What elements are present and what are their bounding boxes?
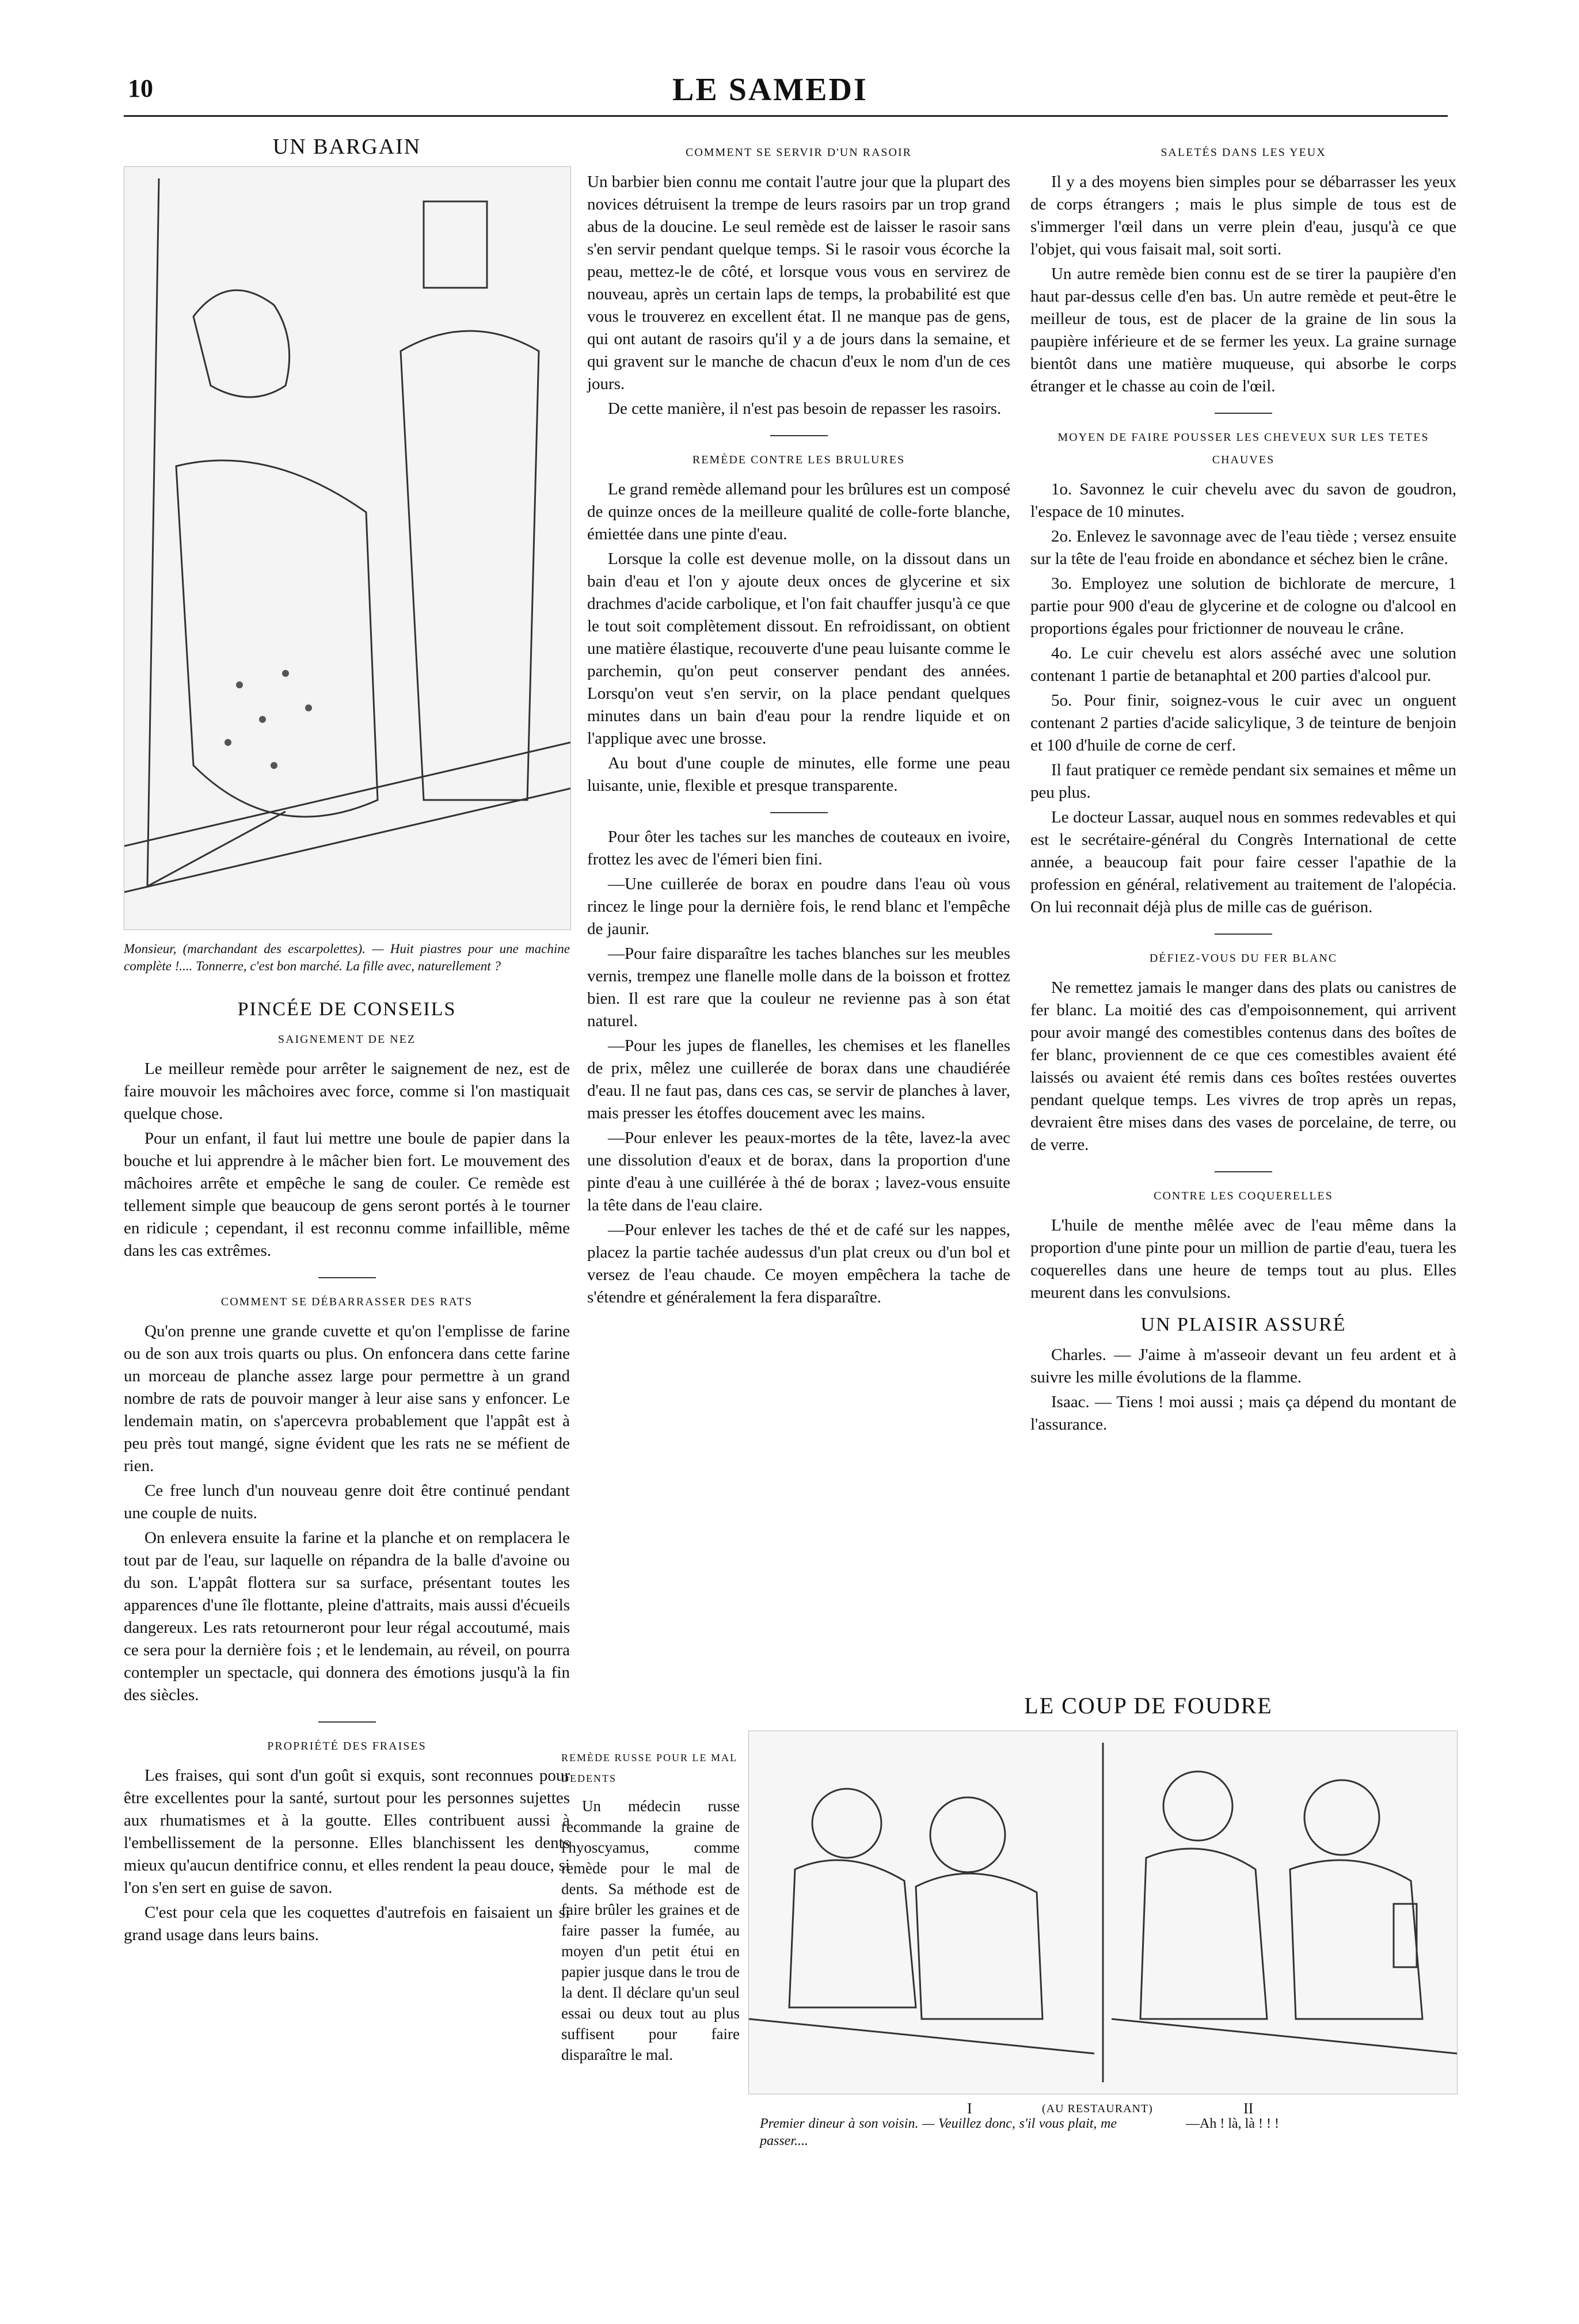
tips-paragraph-4: —Pour les jupes de flanelles, les chemises et les flanelles de prix, mêlez une cuillerée de borax dans une chaudiérée d'eau. Il ne faut pas, dans ces cas, se servir de planches à laver, mais presser les étoffes doucement avec les mains.	[587, 1037, 1010, 1122]
toothache-block	[561, 1744, 740, 2067]
column-3	[1030, 138, 1456, 1438]
column-1	[124, 131, 570, 1949]
bargain-title: UN BARGAIN	[272, 135, 421, 159]
strawberries-heading: PROPRIÉTÉ DES FRAISES	[267, 1740, 427, 1752]
cartoon-caption-2: —Ah ! là, là ! ! !	[1186, 2116, 1279, 2131]
hair-paragraph-7: Le docteur Lassar, auquel nous en sommes redevables et qui est le secrétaire-général du Congrès International de cette année, a beaucoup fait pour faire cesser l'apathie de la profession en général, relativement au traitement de l'alopécia. On lui reconnait déjà plus de mille cas de guérison.	[1030, 808, 1456, 916]
burns-paragraph-2: Lorsque la colle est devenue molle, on la dissout dans un bain d'eau et l'on y ajoute deux onces de glycerine et six drachmes d'acide carbolique, et l'on fait chauffer jusqu'à ce que le tout soit complètement dissout. En refroidissant, on obtient une matière élastique, recouverte d'une peau luisante comme le parchemin, qu'on peut conserver pendant des années. Lorsqu'on veut s'en servir, on la place pendant quelques minutes dans un bain d'eau pour la rendre liquide et on l'applique avec une brosse.	[587, 550, 1010, 748]
divider	[770, 435, 828, 436]
hair-step-1: 1o. Savonnez le cuir chevelu avec du savon de goudron, l'espace de 10 minutes.	[1030, 480, 1456, 521]
page-number: 10	[128, 74, 153, 102]
razor-paragraph-1: Un barbier bien connu me contait l'autre jour que la plupart des novices détruisent la trempe de leurs rasoirs par un trop grand abus de la doucine. Le seul remède est de laisser le rasoir sans s'en servir pendant quelque temps. Si le rasoir vous écorche la peau, mettez-le de côté, et lorsque vous vous en servirez de nouveau, après un certain laps de temps, la probabilité est que vous le trouverez en excellent état. Il ne manque pas de gens, qui ont autant de rasoirs qu'il y a de jours dans la semaine, et qui gravent sur le manche de chacun d'eux le nom d'un de ces jours.	[587, 173, 1010, 393]
strawberries-paragraph-1: Les fraises, qui sont d'un goût si exquis, sont reconnues pour être excellentes pour la santé, surtout pour les personnes sujettes aux rhumatismes et à la goutte. Elles contribuent aussi à l'embellissement de la personne. Elles blanchissent les dents mieux qu'aucun dentifrice connu, et elles rendent la peau douce, si l'on s'en sert en guise de savon.	[124, 1766, 570, 1897]
toothache-paragraph: Un médecin russe recommande la graine de l'hyoscyamus, comme remède pour le mal de dents. Sa méthode est de faire brûler les graines et de faire passer la fumée, au moyen d'un petit étui en papier jusque dans le trou de la dent. Il déclare qu'un seul essai ou deux tout au plus suffisent pour faire disparaître le mal.	[561, 1797, 740, 2063]
divider	[1215, 1171, 1272, 1172]
cartoon-illustration	[748, 1731, 1458, 2094]
advice-section-title: PINCÉE DE CONSEILS	[237, 999, 456, 1020]
burns-heading: REMÈDE CONTRE LES BRULURES	[692, 454, 905, 466]
cockroach-paragraph: L'huile de menthe mêlée avec de l'eau même dans la proportion d'une pinte pour un million de partie d'eau, tuera les coquerelles dans une heure de temps tout au plus. Elles meurent dans les convulsions.	[1030, 1216, 1456, 1302]
hair-step-4: 4o. Le cuir chevelu est alors asséché avec une solution contenant 1 partie de betanaphtal et 200 parties d'alcool pur.	[1030, 644, 1456, 685]
column-2	[587, 138, 1010, 1311]
toothache-heading: REMÈDE RUSSE POUR LE MAL DEDENTS	[561, 1752, 737, 1784]
burns-paragraph-3: Au bout d'une couple de minutes, elle forme une peau luisante, unie, flexible et presque transparente.	[587, 754, 1010, 795]
divider	[318, 1721, 376, 1723]
divider	[770, 812, 828, 813]
hair-step-5: 5o. Pour finir, soignez-vous le cuir avec un onguent contenant 2 parties d'acide salicylique, 3 de teinture de benjoin et 100 d'huile de corne de cerf.	[1030, 691, 1456, 755]
cartoon-title: LE COUP DE FOUDRE	[1024, 1693, 1273, 1719]
razor-paragraph-2: De cette manière, il n'est pas besoin de repasser les rasoirs.	[608, 399, 1002, 418]
hair-heading: MOYEN DE FAIRE POUSSER LES CHEVEUX SUR LES TETES CHAUVES	[1057, 431, 1429, 466]
rats-heading: COMMENT SE DÉBARRASSER DES RATS	[220, 1296, 473, 1308]
burns-paragraph-1: Le grand remède allemand pour les brûlures est un composé de quinze onces de la meilleure qualité de colle-forte blanche, émiettée dans une pinte d'eau.	[587, 480, 1010, 543]
pleasure-line-2: Isaac. — Tiens ! moi aussi ; mais ça dépend du montant de l'assurance.	[1030, 1393, 1456, 1434]
panel-1-number: I	[967, 2100, 972, 2117]
divider	[318, 1277, 376, 1278]
rats-paragraph-3: On enlevera ensuite la farine et la planche et on remplacera le tout par de l'eau, sur laquelle on répandra de la balle d'avoine ou du son. L'appât flottera sur sa surface, présentant toutes les apparences d'une île flottante, pleine d'attraits, mais aussi d'écueils dangereux. Les rats retourneront pour leur régal accoutumé, mais ce sera pour la dernière fois ; et le lendemain, au réveil, on pourra contempler un spectacle, qui donnera des émotions jusqu'à la fin des siècles.	[124, 1529, 570, 1704]
strawberries-paragraph-2: C'est pour cela que les coquettes d'autrefois en faisaient un si grand usage dans leurs bains.	[124, 1903, 570, 1944]
hair-step-3: 3o. Employez une solution de bichlorate de mercure, 1 partie pour 900 d'eau de glycerine et de cologne ou d'alcool en proportions égales pour frictionner de nouveau le crâne.	[1030, 574, 1456, 638]
divider	[1215, 934, 1272, 935]
tips-paragraph-3: —Pour faire disparaître les taches blanches sur les meubles vernis, trempez une flanelle molle dans de la boisson et frottez bien. Il est rare que la couleur ne revienne pas à son état naturel.	[587, 944, 1010, 1030]
cartoon-block	[748, 1692, 1456, 2268]
cockroach-heading: CONTRE LES COQUERELLES	[1154, 1190, 1333, 1202]
nosebleed-paragraph-1: Le meilleur remède pour arrêter le saignement de nez, est de faire mouvoir les mâchoires avec force, comme si l'on mastiquait quelque chose.	[124, 1060, 570, 1123]
pleasure-title: UN PLAISIR ASSURÉ	[1140, 1314, 1346, 1335]
panel-2-number: II	[1243, 2100, 1254, 2117]
tips-paragraph-2: —Une cuillerée de borax en poudre dans l'eau où vous rincez le linge pour la dernière fois, le rend blanc et l'empêche de jaunir.	[587, 875, 1010, 938]
divider	[1215, 413, 1272, 414]
restaurant-label: (AU RESTAURANT)	[1042, 2102, 1153, 2115]
eyes-heading: SALETÉS DANS LES YEUX	[1161, 146, 1326, 159]
pleasure-line-1: Charles. — J'aime à m'asseoir devant un feu ardent et à suivre les mille évolutions de la flamme.	[1030, 1346, 1456, 1386]
restaurant-scene-image	[749, 1731, 1457, 2094]
tips-paragraph-1: Pour ôter les taches sur les manches de couteaux en ivoire, frottez les avec de l'émeri bien fini.	[587, 828, 1010, 868]
journal-title: LE SAMEDI	[672, 72, 868, 108]
nosebleed-heading: SAIGNEMENT DE NEZ	[277, 1033, 416, 1046]
eyes-paragraph-2: Un autre remède bien connu est de se tirer la paupière d'en haut par-dessus celle d'en bas. Un autre remède et peut-être le meilleur de tous, est de placer de la graine de lin sous la paupière inférieure et de se fermer les yeux. La graine surnage bientôt dans une matière muqueuse, qui absorbe le corps étranger et le chasse au coin de l'œil.	[1030, 265, 1456, 395]
tin-heading: DÉFIEZ-VOUS DU FER BLANC	[1149, 952, 1338, 965]
rats-paragraph-1: Qu'on prenne une grande cuvette et qu'on l'emplisse de farine ou de son aux trois quarts ou plus. On enfoncera dans cette farine un morceau de planche assez large pour permettre à un grand nombre de rats de pouvoir manger à leur aise sans y enfoncer. Le lendemain matin, on s'apercevra probablement que l'appât est à peu près tout mangé, signe évident que les rats ne se méfient de rien.	[124, 1322, 570, 1475]
tips-paragraph-5: —Pour enlever les peaux-mortes de la tête, lavez-la avec une dissolution d'eaux et de borax, dans la proportion d'une pinte d'eau à une cuillérée à thé de borax ; lavez-vous ensuite la tête dans de l'eau claire.	[587, 1129, 1010, 1214]
rats-paragraph-2: Ce free lunch d'un nouveau genre doit être continué pendant une couple de nuits.	[124, 1481, 570, 1522]
tin-paragraph: Ne remettez jamais le manger dans des plats ou canistres de fer blanc. La moitié des cas d'empoisonnement, qui arrivent pour avoir mangé des comestibles contenus dans des boîtes de fer blanc, proviennent de ce que ces comestibles avaient été laissés ou avaient été remis dans ces boîtes restées ouvertes pendant quelque temps. Les vivres de trop après un repas, devraient être mises dans des vases de porcelaine, de terre, ou de verre.	[1030, 978, 1456, 1154]
tips-paragraph-6: —Pour enlever les taches de thé et de café sur les nappes, placez la partie tachée audessus d'un plat creux ou d'un bol et versez de l'eau chaude. Ce moyen empêchera la tache de s'étendre et généralement la fera disparaître.	[587, 1221, 1010, 1306]
bargain-illustration	[124, 166, 571, 930]
razor-heading: COMMENT SE SERVIR D'UN RASOIR	[685, 146, 912, 159]
hair-paragraph-6: Il faut pratiquer ce remède pendant six semaines et même un peu plus.	[1030, 761, 1456, 802]
nosebleed-paragraph-2: Pour un enfant, il faut lui mettre une boule de papier dans la bouche et lui apprendre à le mâcher bien fort. Le mouvement des mâchoires arrête et empêche le sang de couler. Ce remède est tellement simple que beaucoup de gens seront portés à le tourner en ridicule ; cependant, il est reconnu comme infaillible, même dans les cas extrêmes.	[124, 1129, 570, 1260]
header-rule	[124, 115, 1448, 117]
eyes-paragraph-1: Il y a des moyens bien simples pour se débarrasser les yeux de corps étrangers ; mais le plus simple de tous est de s'immerger l'œil dans un verre plein d'eau, jusqu'à ce que l'objet, qui vous faisait mal, soit sorti.	[1030, 173, 1456, 258]
bargain-caption: Monsieur, (marchandant des escarpolettes). — Huit piastres pour une machine complète !.... Tonnerre, c'est bon marché. La fille avec, naturellement ?	[124, 942, 570, 973]
cartoon-caption-1: Premier dineur à son voisin. — Veuillez donc, s'il vous plait, me passer....	[760, 2116, 1117, 2148]
hair-step-2: 2o. Enlevez le savonnage avec de l'eau tiède ; versez ensuite sur la tête de l'eau froide en abondance et séchez bien le crâne.	[1030, 527, 1456, 568]
swing-scene-image	[124, 167, 570, 929]
